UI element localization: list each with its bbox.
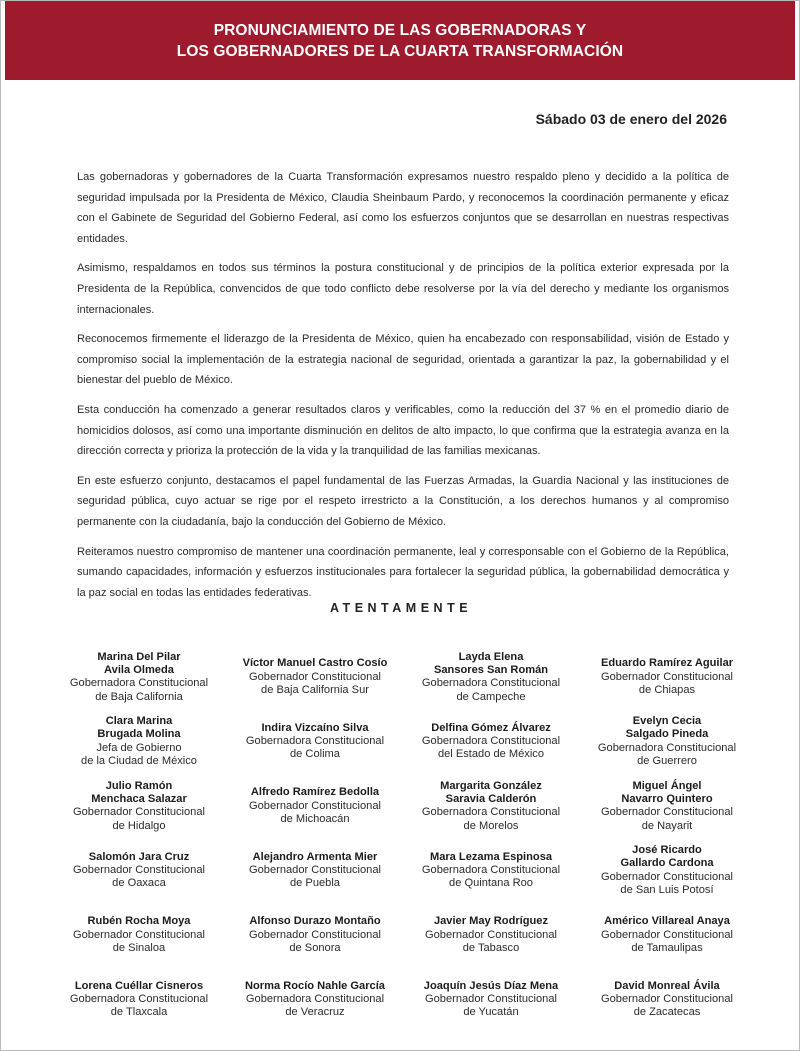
signatory-block [227, 712, 403, 777]
signatory-name: Alfredo Ramírez Bedolla [250, 786, 380, 799]
signatory-block [227, 970, 403, 1035]
signatory-role: Gobernador Constitucional de Michoacán [249, 799, 381, 825]
paragraph: En este esfuerzo conjunto, destacamos el papel fundamental de las Fuerzas Armadas, la Guardia Nacional y las instituciones de seguridad pública, cuyo actuar se rige por el respeto irrestricto a la Constitución, a los derechos humanos y al compromiso permanente con la ciudadanía, bajo la conducción del Gobierno de México. [77, 474, 729, 528]
signatory-block [51, 970, 227, 1035]
signatory-name: David Monreal Ávila [614, 979, 720, 992]
signatory-role: Gobernadora Constitucional de Veracruz [245, 993, 385, 1019]
signatory-block [579, 647, 755, 712]
signatory-name: Julio Ramón Menchaca Salazar [91, 779, 187, 805]
signatory-role: Gobernador Constitucional de San Luis Potosí [601, 870, 733, 897]
signatory-name: Javier May Rodríguez [433, 915, 549, 928]
paragraph: Reiteramos nuestro compromiso de mantener una coordinación permanente, leal y corresponsable con el Gobierno de la República, sumando capacidades, información y esfuerzos institucionales para fortalecer la seguridad pública, la gobernabilidad democrática y la paz social en todas las entidades federativas. [77, 545, 729, 599]
signatory-block [227, 841, 403, 906]
signatory-block [227, 905, 403, 970]
signatory-block [227, 776, 403, 841]
signatory-block [579, 776, 755, 841]
signatory-role: Gobernador Constitucional de Chiapas [601, 670, 733, 696]
signatory-block [579, 841, 755, 906]
signatory-name: Américo Villareal Anaya [604, 915, 730, 928]
document-title-line-1: PRONUNCIAMIENTO DE LAS GOBERNADORAS Y [213, 21, 587, 39]
signatory-block [403, 970, 579, 1035]
signatory-name: Miguel Ángel Navarro Quintero [621, 779, 713, 805]
signatory-name: Delfina Gómez Álvarez [431, 721, 551, 734]
signatory-name: Víctor Manuel Castro Cosío [242, 657, 388, 670]
signatory-name: Margarita González Saravia Calderón [440, 779, 542, 805]
signatory-role: Gobernador Constitucional de Sinaloa [73, 928, 205, 954]
signatory-name: Mara Lezama Espinosa [429, 850, 553, 863]
document-body [77, 167, 729, 612]
signatory-name: Salomón Jara Cruz [88, 850, 190, 863]
signatory-block [51, 647, 227, 712]
signatory-role: Gobernador Constitucional de Zacatecas [601, 993, 733, 1019]
signatory-name: Rubén Rocha Moya [87, 915, 191, 928]
signatory-name: Layda Elena Sansores San Román [433, 650, 549, 676]
paragraph: Las gobernadoras y gobernadores de la Cuarta Transformación expresamos nuestro respaldo pleno y decidido a la política de seguridad impulsada por la Presidenta de México, Claudia Sheinbaum Pardo, y reconocemos la coordinación permanente y eficaz con el Gabinete de Seguridad del Gobierno Federal, así como los esfuerzos conjuntos que se desarrollan en nuestras respectivas entidades. [77, 171, 729, 245]
signatory-name: Alejandro Armenta Mier [252, 850, 378, 863]
signatory-name: Marina Del Pilar Avila Olmeda [97, 650, 181, 676]
signatory-block [403, 905, 579, 970]
signatory-role: Gobernadora Constitucional de Tlaxcala [69, 993, 209, 1019]
paragraph: Reconocemos firmemente el liderazgo de la Presidenta de México, quien ha encabezado con responsabilidad, visión de Estado y compromiso social la implementación de la estrategia nacional de seguridad, orientada a garantizar la paz, la gobernabilidad y el bienestar del pueblo de México. [77, 333, 729, 387]
document-date: Sábado 03 de enero del 2026 [535, 111, 727, 127]
signatory-block [403, 841, 579, 906]
signatory-block [403, 776, 579, 841]
signatory-name: Norma Rocío Nahle García [245, 979, 385, 992]
signatory-name: Indira Vizcaíno Silva [261, 721, 369, 734]
document-title-line-2: LOS GOBERNADORES DE LA CUARTA TRANSFORMACIÓN [176, 42, 624, 60]
signatory-role: Gobernador Constitucional de Nayarit [601, 806, 733, 832]
signatory-name: Eduardo Ramírez Aguilar [600, 657, 734, 670]
signatory-role: Gobernadora Constitucional de Colima [245, 735, 385, 761]
signatory-role: Jefa de Gobierno de la Ciudad de México [81, 741, 197, 768]
header-banner [5, 1, 795, 80]
signatory-block [579, 712, 755, 777]
signatory-role: Gobernadora Constitucional de Morelos [421, 806, 561, 832]
signatory-name: Clara Marina Brugada Molina [97, 715, 181, 741]
signatory-role: Gobernador Constitucional de Puebla [249, 864, 381, 890]
signatory-role: Gobernador Constitucional de Sonora [249, 928, 381, 954]
signatory-name: José Ricardo Gallardo Cardona [620, 844, 714, 870]
signatory-block [51, 905, 227, 970]
signatory-role: Gobernador Constitucional de Hidalgo [73, 806, 205, 832]
signatory-block [51, 776, 227, 841]
paragraph: Esta conducción ha comenzado a generar resultados claros y verificables, como la reducción del 37 % en el promedio diario de homicidios dolosos, así como una importante disminución en delitos de alto impacto, lo que confirma que la estrategia avanza en la dirección correcta y prioriza la protección de la vida y la tranquilidad de las familias mexicanas. [77, 403, 729, 458]
signatory-name: Evelyn Cecia Salgado Pineda [625, 715, 709, 741]
signatory-block [403, 712, 579, 777]
signatory-role: Gobernador Constitucional de Baja California Sur [249, 670, 381, 696]
signatory-role: Gobernadora Constitucional de Guerrero [597, 741, 737, 768]
signatory-block [227, 647, 403, 712]
signatory-role: Gobernadora Constitucional de Baja California [69, 677, 209, 703]
signatory-role: Gobernadora Constitucional de Campeche [421, 677, 561, 703]
signatory-name: Alfonso Durazo Montaño [249, 915, 381, 928]
signatory-role: Gobernador Constitucional de Oaxaca [73, 864, 205, 890]
paragraph: Asimismo, respaldamos en todos sus términos la postura constitucional y de principios de la política exterior expresada por la Presidenta de la República, convencidos de que todo conflicto debe resolverse por la vía del derecho y mediante los organismos internacionales. [77, 262, 729, 316]
signatory-block [403, 647, 579, 712]
signatory-role: Gobernador Constitucional de Tamaulipas [601, 928, 733, 954]
signatory-name: Lorena Cuéllar Cisneros [74, 979, 204, 992]
signatory-block [579, 970, 755, 1035]
signatories-grid [51, 647, 755, 1034]
signatory-name: Joaquín Jesús Díaz Mena [423, 979, 559, 992]
signatory-role: Gobernador Constitucional de Yucatán [425, 993, 557, 1019]
signatory-role: Gobernadora Constitucional de Quintana Roo [421, 864, 561, 890]
closing-atentamente: ATENTAMENTE [329, 601, 473, 615]
signatory-block [51, 712, 227, 777]
signatory-block [579, 905, 755, 970]
signatory-role: Gobernador Constitucional de Tabasco [425, 928, 557, 954]
signatory-role: Gobernadora Constitucional del Estado de México [421, 735, 561, 761]
signatory-block [51, 841, 227, 906]
